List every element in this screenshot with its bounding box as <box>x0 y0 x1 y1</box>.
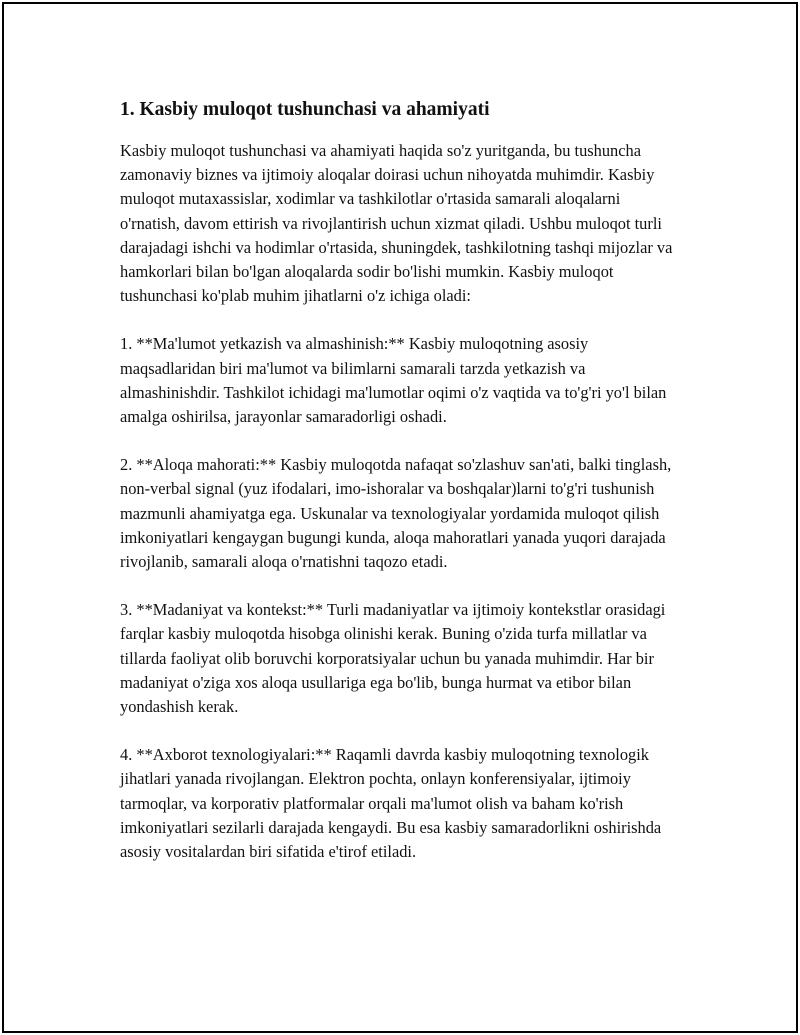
point-4-paragraph: 4. **Axborot texnologiyalari:** Raqamli davrda kasbiy muloqotning texnologik jihatlari yanada rivojlangan. Elektron pochta, onlayn konferensiyalar, ijtimoiy tarmoqlar, va korporativ platformalar orqali ma'lumot olish va baham ko'rish imkoniyatlari sezilarli darajada kengaydi. Bu esa kasbiy samaradorlikni oshirishda asosiy vositalardan biri sifatida e'tirof etiladi. <box>120 745 662 862</box>
document-content <box>120 96 680 888</box>
point-3-paragraph: 3. **Madaniyat va kontekst:** Turli madaniyatlar va ijtimoiy kontekstlar orasidagi farqlar kasbiy muloqotda hisobga olinishi kerak. Buning o'zida turfa millatlar va tillarda faoliyat olib boruvchi korporatsiyalar uchun bu yanada muhimdir. Har bir madaniyat o'ziga xos aloqa usullariga ega bo'lib, bunga hurmat va etibor bilan yondashish kerak. <box>120 600 666 717</box>
point-1-paragraph: 1. **Ma'lumot yetkazish va almashinish:** Kasbiy muloqotning asosiy maqsadlaridan biri ma'lumot va bilimlarni samarali tarzda yetkazish va almashinishdir. Tashkilot ichidagi ma'lumotlar oqimi o'z vaqtida va to'g'ri yo'l bilan amalga oshirilsa, jarayonlar samaradorligi oshadi. <box>120 334 667 427</box>
section-title: 1. Kasbiy muloqot tushunchasi va ahamiyati <box>120 99 490 120</box>
intro-paragraph: Kasbiy muloqot tushunchasi va ahamiyati haqida so'z yuritganda, bu tushuncha zamonaviy biznes va ijtimoiy aloqalar doirasi uchun nihoyatda muhimdir. Kasbiy muloqot mutaxassislar, xodimlar va tashkilotlar o'rtasida samarali aloqalarni o'rnatish, davom ettirish va rivojlantirish uchun xizmat qiladi. Ushbu muloqot turli darajadagi ishchi va hodimlar o'rtasida, shuningdek, tashkilotning tashqi mijozlar va hamkorlari bilan bo'lgan aloqalarda sodir bo'lishi mumkin. Kasbiy muloqot tushunchasi ko'plab muhim jihatlarni o'z ichiga oladi: <box>120 141 673 306</box>
document-page <box>2 2 798 1033</box>
point-2-paragraph: 2. **Aloqa mahorati:** Kasbiy muloqotda nafaqat so'zlashuv san'ati, balki tinglash, non-verbal signal (yuz ifodalari, imo-ishoralar va boshqalar)larni to'g'ri tushunish mazmunli ahamiyatga ega. Uskunalar va texnologiyalar yordamida muloqot qilish imkoniyatlari kengaygan bugungi kunda, aloqa mahoratlari yanada yuqori darajada rivojlanib, samarali aloqa o'rnatishni taqozo etadi. <box>120 455 672 572</box>
